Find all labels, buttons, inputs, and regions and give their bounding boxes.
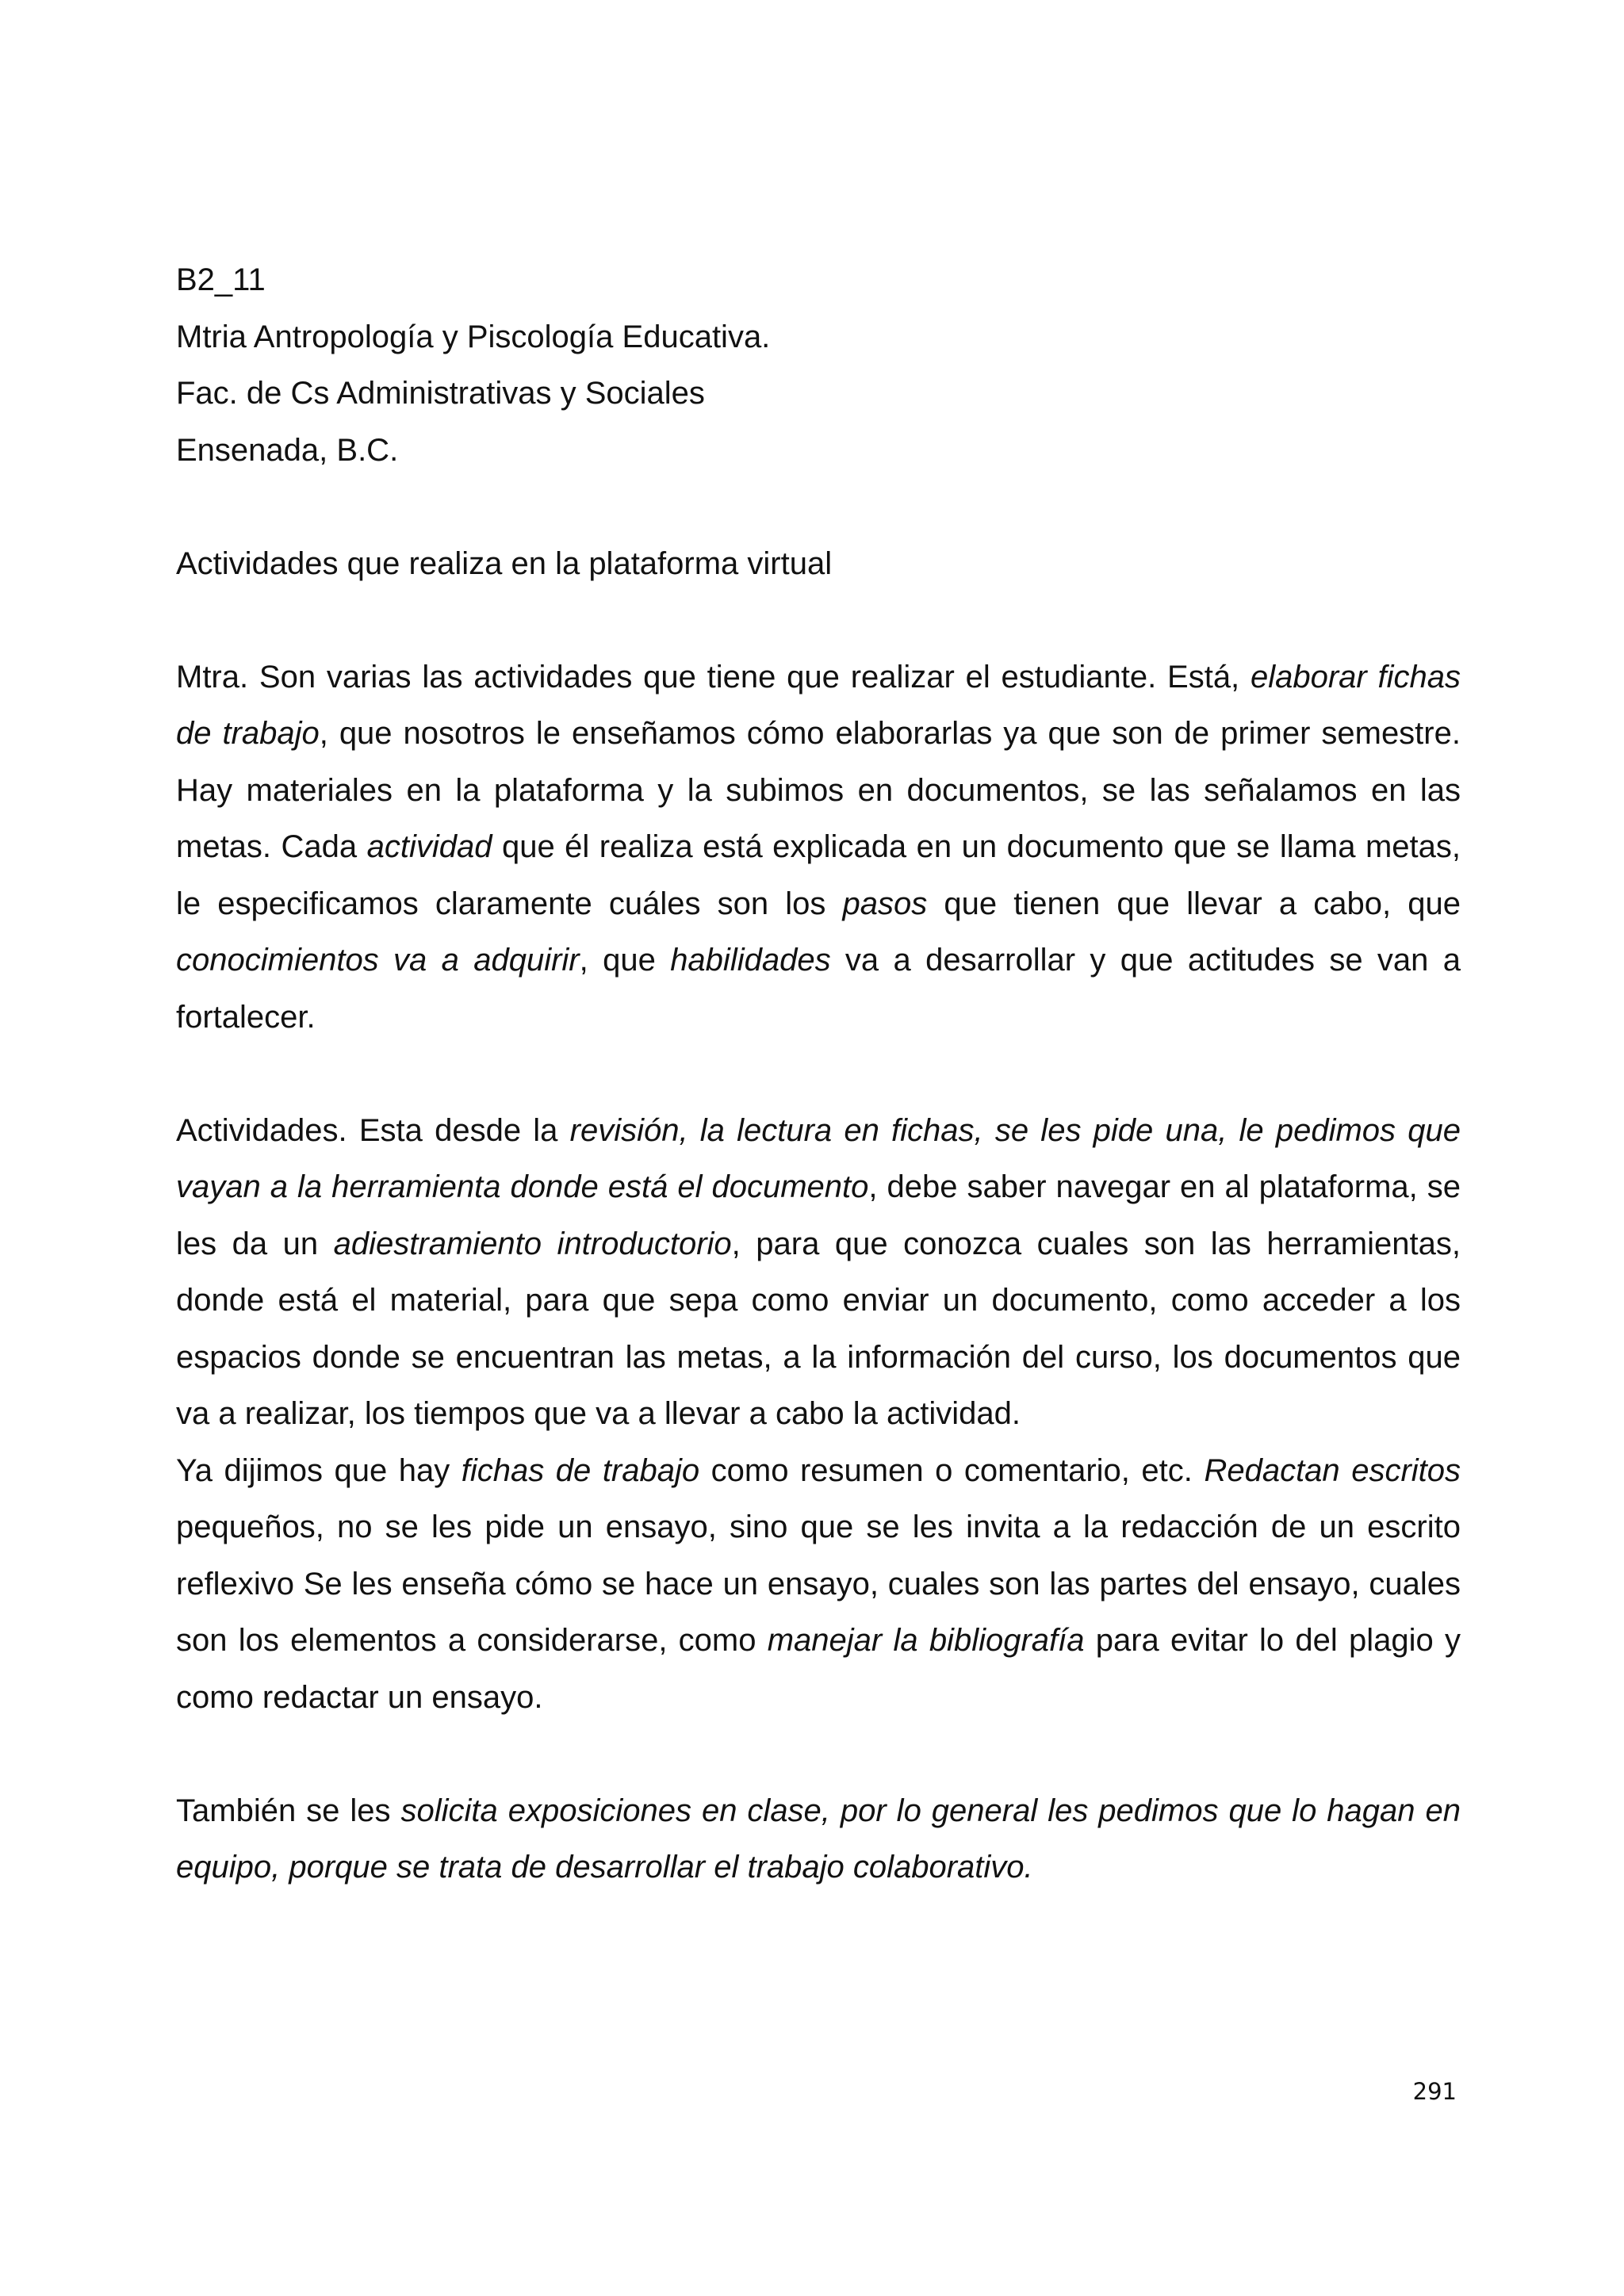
emphasis-run: pasos — [842, 886, 928, 921]
paragraph-3 — [176, 1443, 1461, 1727]
spacer — [176, 1046, 1461, 1103]
faculty-name: Fac. de Cs Administrativas y Sociales — [176, 376, 705, 411]
section-title: Actividades que realiza en la plataforma virtual — [176, 545, 833, 581]
text-run: , para que conozca cuales son las herramientas, donde está el material, para que sepa como enviar un documento, como acceder a los espacios donde se encuentran las metas, a la información del curso, los documentos que va a realizar, los tiempos que va a llevar a cabo la actividad. — [176, 1226, 1461, 1431]
text-run: para evitar lo del plagio y como redactar un ensayo. — [176, 1623, 1461, 1715]
emphasis-run: manejar la bibliografía — [767, 1623, 1085, 1658]
text-run: , debe saber navegar en al plataforma, se les da un — [176, 1169, 1461, 1261]
paragraph-1 — [176, 649, 1461, 1047]
spacer — [176, 1726, 1461, 1783]
emphasis-run: Redactan escritos — [1204, 1452, 1461, 1488]
emphasis-run: fichas de trabajo — [461, 1452, 700, 1488]
text-run: como resumen o comentario, etc. — [699, 1452, 1205, 1488]
text-run: que él realiza está explicada en un documento que se llama metas, le especificamos claramente cuáles son los — [176, 829, 1461, 921]
text-run: va a desarrollar y que actitudes se van a fortalecer. — [176, 943, 1461, 1035]
paragraph-2 — [176, 1103, 1461, 1443]
location: Ensenada, B.C. — [176, 432, 399, 468]
emphasis-run: solicita exposiciones en clase, por lo general les pedimos que lo hagan en equipo, porque se trata de desarrollar el trabajo colaborativo. — [176, 1793, 1461, 1885]
text-run: pequeños, no se les pide un ensayo, sino que se les invita a la redacción de un escrito reflexivo Se les enseña cómo se hace un ensayo, cuales son las partes del ensayo, cuales son los elementos a considerarse, como — [176, 1510, 1461, 1658]
text-run: , que — [579, 943, 671, 978]
program-name: Mtria Antropología y Piscología Educativa. — [176, 319, 771, 354]
paragraph-4 — [176, 1783, 1461, 1896]
document-page — [176, 252, 1461, 1896]
text-run: Mtra. Son varias las actividades que tiene que realizar el estudiante. Está, — [176, 659, 1251, 695]
emphasis-run: habilidades — [670, 943, 831, 978]
text-run: que tienen que llevar a cabo, que — [927, 886, 1461, 921]
text-run: También se les — [176, 1793, 401, 1828]
emphasis-run: conocimientos va a adquirir — [176, 943, 580, 978]
page-number: 291 — [1412, 2078, 1457, 2105]
spacer — [176, 592, 1461, 649]
emphasis-run: actividad — [366, 829, 492, 864]
document-code: B2_11 — [176, 262, 266, 297]
text-run: Ya dijimos que hay — [176, 1452, 462, 1488]
text-run: , que nosotros le enseñamos cómo elaborarlas ya que son de primer semestre. Hay materiales en la plataforma y la subimos en documentos, se las señalamos en las metas. Cada — [176, 716, 1461, 864]
emphasis-run: elaborar fichas de trabajo — [176, 659, 1461, 751]
emphasis-run: adiestramiento introductorio — [333, 1226, 732, 1261]
emphasis-run: revisión, la lectura en fichas, se les pide una, le pedimos que vayan a la herramienta donde está el documento — [176, 1112, 1461, 1204]
spacer — [176, 479, 1461, 536]
text-run: Actividades. Esta desde la — [176, 1112, 570, 1148]
